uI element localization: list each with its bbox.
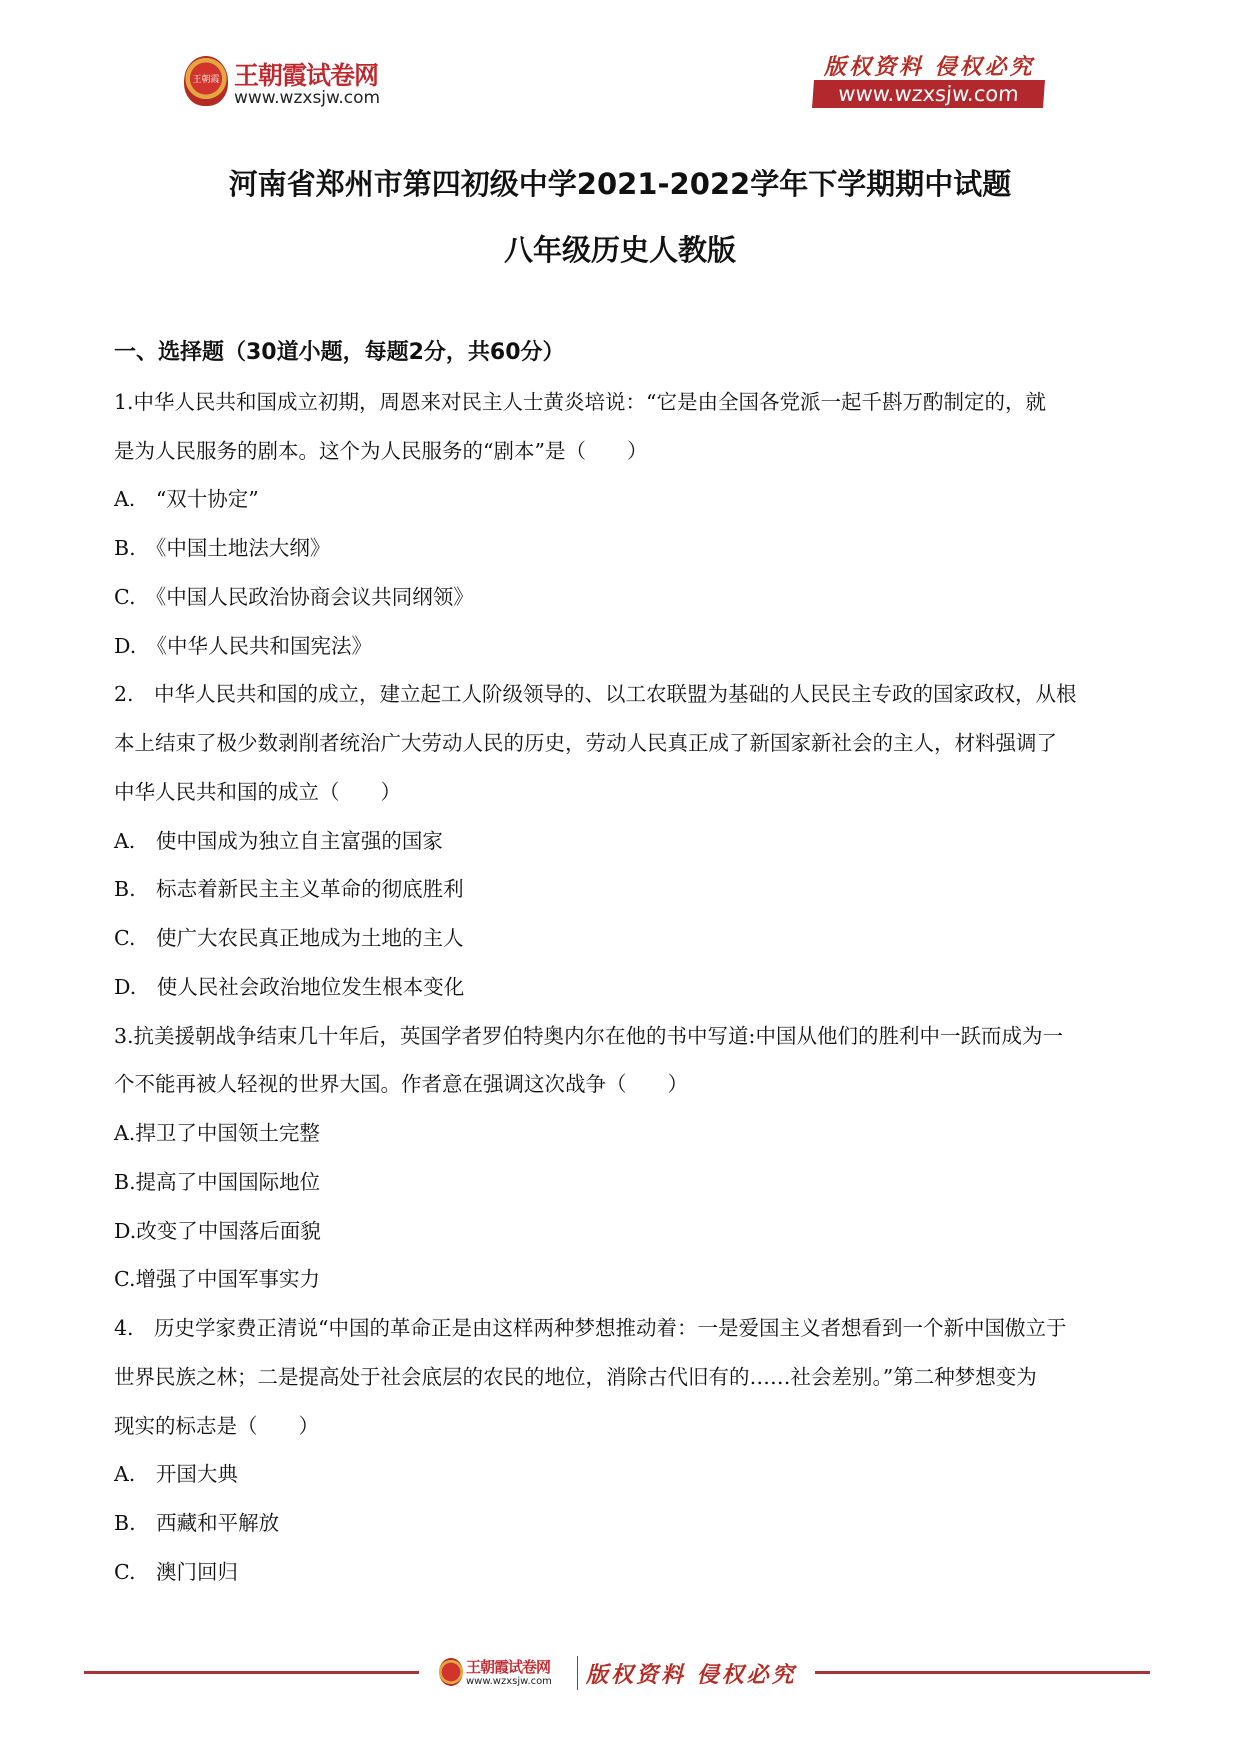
section-heading: 一、选择题（30道小题，每题2分，共60分） bbox=[114, 340, 565, 365]
question-body bbox=[114, 329, 1134, 1597]
footer-logo bbox=[439, 1656, 574, 1692]
text-line: B. 《中国土地法大纲》 bbox=[114, 536, 331, 560]
footer-brand-url: www.wzxsjw.com bbox=[466, 1676, 552, 1687]
text-line: A. 开国大典 bbox=[114, 1462, 238, 1487]
text-line: 1.中华人民共和国成立初期，周恩来对民主人士黄炎培说：“它是由全国各党派一起千斟万酌制定的，就 bbox=[114, 389, 1047, 414]
text-line: 中华人民共和国的成立（ ） bbox=[114, 779, 401, 804]
footer-divider-right bbox=[815, 1671, 1150, 1674]
page-subtitle: 八年级历史人教版 bbox=[503, 233, 736, 267]
text-line: A.捍卫了中国领土完整 bbox=[114, 1121, 320, 1145]
footer-copyright: 版权资料 侵权必究 bbox=[586, 1662, 797, 1688]
text-line: 3.抗美援朝战争结束几十年后，英国学者罗伯特奥内尔在他的书中写道:中国从他们的胜利中一跃而成为一 bbox=[114, 1023, 1063, 1048]
site-url-banner: www.wzxsjw.com bbox=[812, 80, 1045, 108]
text-line: B.提高了中国国际地位 bbox=[114, 1169, 321, 1194]
text-line: 4. 历史学家费正清说“中国的革命正是由这样两种梦想推动着：一是爱国主义者想看到一个新中国傲立于 bbox=[114, 1316, 1067, 1340]
text-line: B. 西藏和平解放 bbox=[114, 1511, 280, 1535]
text-line: C. 使广大农民真正地成为土地的主人 bbox=[114, 926, 464, 950]
text-line: 本上结束了极少数剥削者统治广大劳动人民的历史，劳动人民真正成了新国家新社会的主人，材料强调了 bbox=[114, 731, 1057, 755]
brand-url: www.wzxsjw.com bbox=[234, 88, 381, 108]
text-line: D. 使人民社会政治地位发生根本变化 bbox=[114, 974, 465, 999]
footer-divider-left bbox=[84, 1671, 419, 1674]
text-line: 是为人民服务的剧本。这个为人民服务的“剧本”是（ ） bbox=[114, 438, 648, 463]
text-line: A. 使中国成为独立自主富强的国家 bbox=[114, 828, 443, 853]
page-title: 河南省郑州市第四初级中学2021-2022学年下学期期中试题 bbox=[228, 167, 1012, 201]
copyright-notice: 版权资料 侵权必究 bbox=[824, 54, 1035, 80]
text-line: C.增强了中国军事实力 bbox=[114, 1267, 320, 1292]
seal-icon bbox=[439, 1658, 463, 1686]
text-line: D. 《中华人民共和国宪法》 bbox=[114, 633, 372, 658]
text-line: 现实的标志是（ ） bbox=[114, 1413, 319, 1438]
text-line: D.改变了中国落后面貌 bbox=[114, 1218, 321, 1243]
text-line: 2. 中华人民共和国的成立，建立起工人阶级领导的、以工农联盟为基础的人民民主专政的国家政权，从根 bbox=[114, 682, 1077, 707]
seal-icon: 王朝霞 bbox=[184, 56, 228, 106]
text-line: C. 《中国人民政治协商会议共同纲领》 bbox=[114, 584, 474, 609]
text-line: 个不能再被人轻视的世界大国。作者意在强调这次战争（ ） bbox=[114, 1072, 688, 1097]
footer-separator bbox=[577, 1656, 578, 1690]
text-line: 世界民族之林；二是提高处于社会底层的农民的地位，消除古代旧有的……社会差别。”第二种梦想变为 bbox=[114, 1364, 1037, 1389]
brand-logo bbox=[184, 54, 404, 114]
footer-brand-name: 王朝霞试卷网 bbox=[466, 1658, 551, 1676]
text-line: C. 澳门回归 bbox=[114, 1559, 238, 1584]
text-line: A. “双十协定” bbox=[114, 487, 259, 512]
brand-name: 王朝霞试卷网 bbox=[234, 61, 379, 90]
text-line: B. 标志着新民主主义革命的彻底胜利 bbox=[114, 877, 464, 902]
